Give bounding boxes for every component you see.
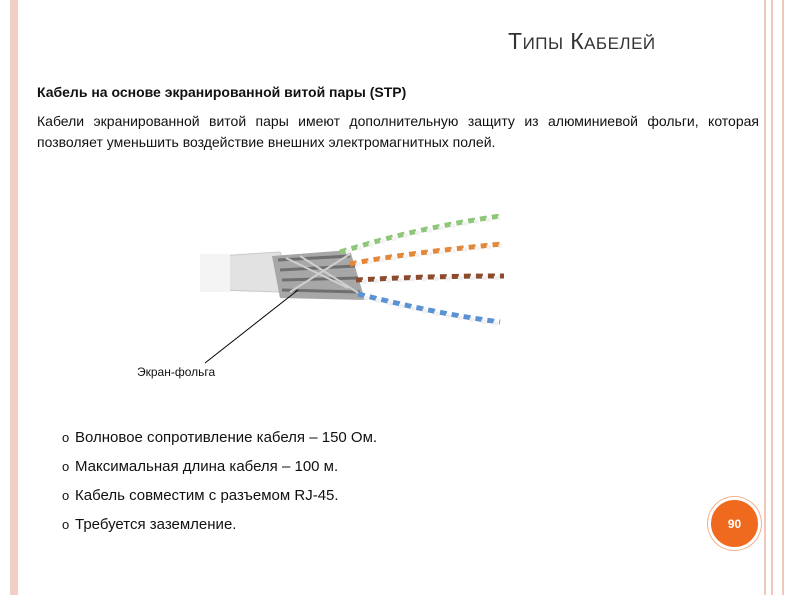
slide-frame-left [10, 0, 18, 595]
circle-bullet-icon: o [62, 517, 70, 532]
list-item [62, 515, 377, 544]
slide-frame-right [764, 0, 784, 595]
cable-jacket-fade [200, 254, 230, 292]
properties-list [62, 428, 377, 544]
circle-bullet-icon: o [62, 430, 70, 445]
list-item-text: Волновое сопротивление кабеля – 150 Ом. [75, 429, 378, 446]
page-number-badge: 90 [708, 497, 761, 550]
list-item-text: Максимальная длина кабеля – 100 м. [75, 458, 339, 475]
page-title-text: ТИПЫ КАБЕЛЕЙ [508, 28, 656, 54]
list-item [62, 428, 377, 457]
stp-cable-illustration [200, 200, 520, 340]
blue-pair [358, 294, 500, 322]
circle-bullet-icon: o [62, 459, 70, 474]
list-item-text: Кабель совместим с разъемом RJ-45. [75, 487, 339, 504]
circle-bullet-icon: o [62, 488, 70, 503]
slide-frame-right-inner [771, 0, 773, 595]
section-subtitle: Кабель на основе экранированной витой пары (STP) [37, 84, 407, 100]
list-item [62, 457, 377, 486]
page-title [508, 28, 656, 55]
description-paragraph: Кабели экранированной витой пары имеют дополнительную защиту из алюминиевой фольги, которая позволяет уменьшить воздействие внешних электромагнитных полей. [37, 113, 759, 150]
foil-shield-label: Экран-фольга [137, 365, 216, 379]
list-item [62, 486, 377, 515]
list-item-text: Требуется заземление. [75, 516, 237, 533]
